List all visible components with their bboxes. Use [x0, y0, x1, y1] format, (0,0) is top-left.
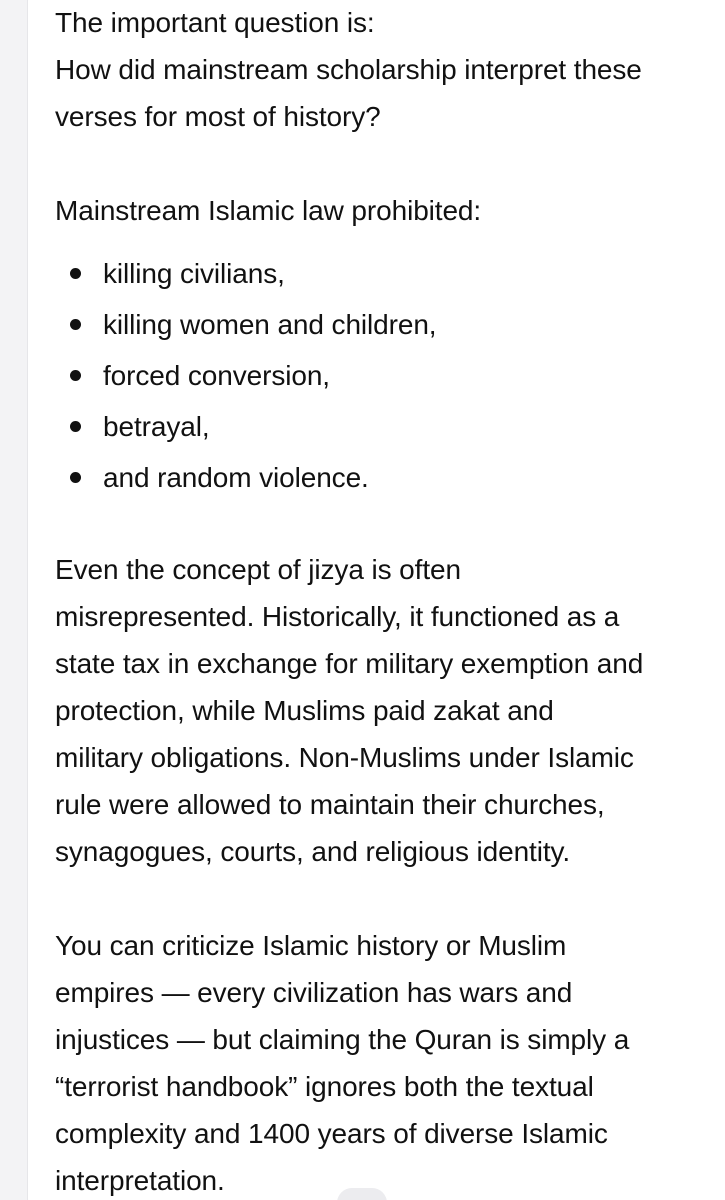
intro-line: How did mainstream scholarship interpret these: [55, 54, 642, 85]
bullet-icon: [70, 319, 81, 330]
paragraph-line: interpretation.: [55, 1165, 225, 1196]
list-item-text: killing civilians,: [103, 258, 285, 289]
list-item-text: and random violence.: [103, 462, 369, 493]
paragraph-line: You can criticize Islamic history or Muslim: [55, 930, 567, 961]
bullet-icon: [70, 421, 81, 432]
bullet-icon: [70, 268, 81, 279]
list-item: [55, 452, 436, 503]
list-heading-text: Mainstream Islamic law prohibited:: [55, 195, 482, 226]
paragraph-line: state tax in exchange for military exemption and: [55, 648, 644, 679]
intro-paragraph: [55, 0, 642, 140]
paragraph-line: synagogues, courts, and religious identity.: [55, 836, 571, 867]
paragraph-line: complexity and 1400 years of diverse Islamic: [55, 1118, 608, 1149]
list-heading: [55, 187, 481, 234]
paragraph-line: protection, while Muslims paid zakat and: [55, 695, 554, 726]
intro-line: The important question is:: [55, 7, 375, 38]
paragraph-line: military obligations. Non-Muslims under Islamic: [55, 742, 634, 773]
bullet-icon: [70, 370, 81, 381]
list-item-text: killing women and children,: [103, 309, 437, 340]
paragraph-line: injustices — but claiming the Quran is simply a: [55, 1024, 630, 1055]
paragraph-line: rule were allowed to maintain their churches,: [55, 789, 605, 820]
paragraph-line: empires — every civilization has wars and: [55, 977, 573, 1008]
list-item: [55, 350, 436, 401]
list-item-text: betrayal,: [103, 411, 210, 442]
prohibited-list: [55, 248, 436, 503]
list-item-text: forced conversion,: [103, 360, 330, 391]
list-item: [55, 299, 436, 350]
paragraph-line: Even the concept of jizya is often: [55, 554, 461, 585]
bullet-icon: [70, 472, 81, 483]
scroll-down-button[interactable]: [337, 1188, 387, 1200]
list-item: [55, 248, 436, 299]
paragraph-line: “terrorist handbook” ignores both the textual: [55, 1071, 594, 1102]
intro-line: verses for most of history?: [55, 101, 381, 132]
list-item: [55, 401, 436, 452]
paragraph-line: misrepresented. Historically, it functioned as a: [55, 601, 620, 632]
closing-paragraph: [55, 922, 629, 1200]
jizya-paragraph: [55, 546, 643, 875]
